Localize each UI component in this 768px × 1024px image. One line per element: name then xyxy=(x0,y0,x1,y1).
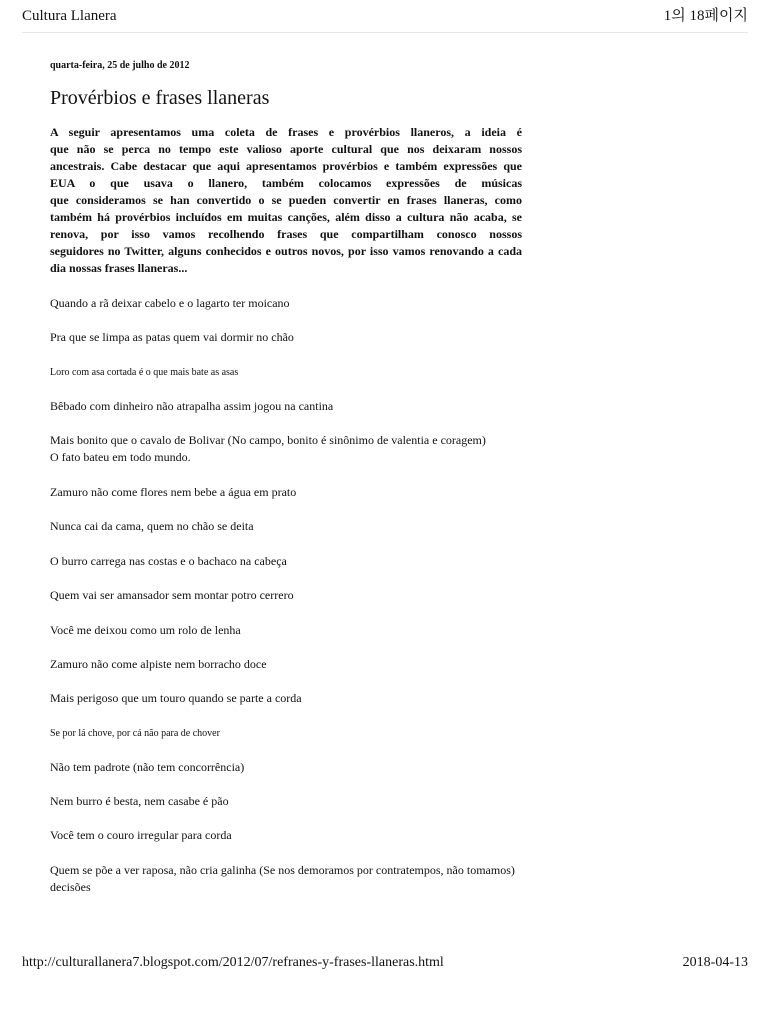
proverb-line: Mais perigoso que um touro quando se parte a corda xyxy=(50,691,302,705)
proverb-item xyxy=(50,364,530,381)
footer-print-date: 2018-04-13 xyxy=(682,955,748,970)
proverb-item xyxy=(50,827,530,844)
proverb-line: Quem se põe a ver raposa, não cria galinha (Se nos demoramos por contratempos, não tomamos) xyxy=(50,863,515,877)
proverb-line: Zamuro não come alpiste nem borracho doce xyxy=(50,657,267,671)
proverb-item xyxy=(50,656,530,673)
intro-line: que não se perca no tempo este valioso aporte cultural que nos deixaram nossos xyxy=(50,142,522,156)
proverb-item xyxy=(50,587,530,604)
intro-line: dia nossas frases llaneras... xyxy=(50,261,188,275)
intro-line: EUA o que usava o llanero, também colocamos expressões de músicas xyxy=(50,176,522,190)
intro-line: renova, por isso vamos recolhendo frases que compartilham conosco nossos xyxy=(50,227,522,241)
proverb-line: Pra que se limpa as patas quem vai dormir no chão xyxy=(50,330,294,344)
site-title: Cultura Llanera xyxy=(22,8,117,24)
proverb-line: O fato bateu em todo mundo. xyxy=(50,450,191,464)
intro-line: também há provérbios incluídos em muitas canções, além disso a cultura não acaba, se xyxy=(50,210,522,224)
proverb-item xyxy=(50,793,530,810)
intro-line: seguidores no Twitter, alguns conhecidos e outros novos, por isso vamos renovando a cada xyxy=(50,244,522,258)
proverb-line: Zamuro não come flores nem bebe a água em prato xyxy=(50,485,297,499)
intro-line: que consideramos se han convertido o se pueden convertir en frases llaneras, como xyxy=(50,193,522,207)
proverb-item xyxy=(50,553,530,570)
proverb-line: Bêbado com dinheiro não atrapalha assim jogou na cantina xyxy=(50,399,334,413)
proverb-line: Quem vai ser amansador sem montar potro cerrero xyxy=(50,588,294,602)
proverb-line: Não tem padrote (não tem concorrência) xyxy=(50,760,245,774)
proverb-line: O burro carrega nas costas e o bachaco na cabeça xyxy=(50,554,287,568)
page-counter: 1의 18페이지 xyxy=(663,8,748,24)
proverb-line: Você me deixou como um rolo de lenha xyxy=(50,623,241,637)
proverb-item xyxy=(50,484,530,501)
proverb-item xyxy=(50,329,530,346)
post-date: quarta-feira, 25 de julho de 2012 xyxy=(50,60,190,71)
proverb-item xyxy=(50,295,530,312)
intro-line: A seguir apresentamos uma coleta de frases e provérbios llaneros, a ideia é xyxy=(50,125,522,139)
footer-url[interactable]: http://culturallanera7.blogspot.com/2012/07/refranes-y-frases-llaneras.html xyxy=(22,955,444,970)
intro-line: ancestrais. Cabe destacar que aqui apresentamos provérbios e também expressões que xyxy=(50,159,522,173)
post-title[interactable]: Provérbios e frases llaneras xyxy=(50,87,270,109)
proverb-line: Mais bonito que o cavalo de Bolivar (No campo, bonito é sinônimo de valentia e coragem) xyxy=(50,433,486,447)
proverb-item xyxy=(50,518,530,535)
proverb-line: Loro com asa cortada é o que mais bate as asas xyxy=(50,367,239,378)
proverb-item xyxy=(50,622,530,639)
proverb-item xyxy=(50,725,530,742)
proverb-line: Se por lá chove, por cá não para de chover xyxy=(50,728,220,739)
intro-paragraph xyxy=(50,124,522,277)
proverb-item xyxy=(50,862,530,896)
proverb-line: Quando a rã deixar cabelo e o lagarto ter moicano xyxy=(50,296,290,310)
proverb-item xyxy=(50,398,530,415)
proverb-item xyxy=(50,432,530,466)
proverb-item xyxy=(50,690,530,707)
proverb-line: Nunca cai da cama, quem no chão se deita xyxy=(50,519,254,533)
proverb-line: Nem burro é besta, nem casabe é pão xyxy=(50,794,229,808)
proverb-line: decisões xyxy=(50,880,91,894)
header-divider xyxy=(22,32,748,33)
proverb-item xyxy=(50,759,530,776)
proverb-line: Você tem o couro irregular para corda xyxy=(50,828,232,842)
